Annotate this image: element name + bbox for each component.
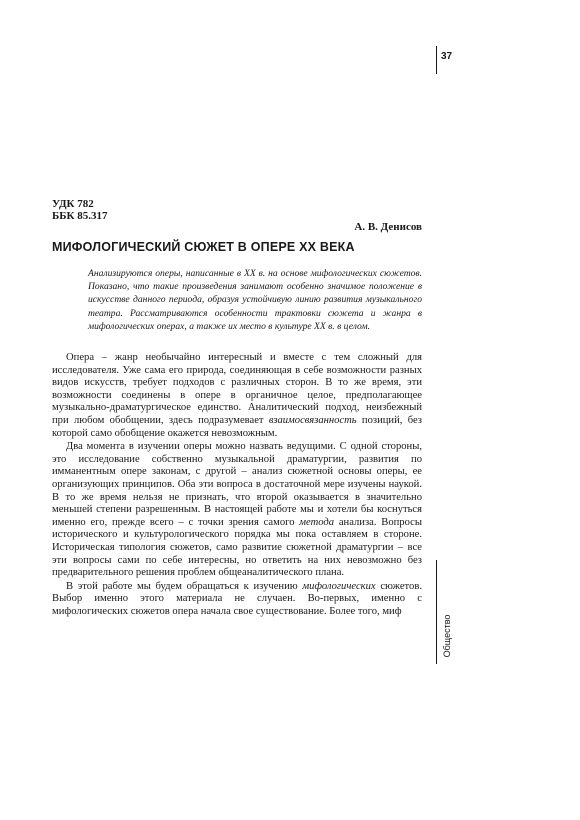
paragraph-text: сюжетов. Выбор именно этого материала не случаен. Во-первых, именно с мифологических сюжетов опера начала свое существование. Более того, миф	[52, 580, 422, 617]
paragraph-text: позиций, без которой само обобщение окажется невозможным.	[52, 414, 422, 439]
body-paragraph	[52, 352, 422, 440]
body-paragraph	[52, 441, 422, 580]
abstract: Анализируются оперы, написанные в XX в. на основе мифологических сюжетов. Показано, что такие произведения занимают особенно значимое положение в искусстве данного периода, образуя устойчивую линию развития музыкального театра. Рассматриваются особенности трактовки сюжета и жанра в мифологических операх, а также их место в культуре XX в. в целом.	[88, 268, 422, 332]
section-label: Общество	[442, 614, 452, 658]
body-paragraph	[52, 581, 422, 619]
emphasis-text: мифологических	[302, 580, 376, 592]
emphasis-text: взаимосвязанность	[268, 414, 357, 426]
emphasis-text: метода	[299, 516, 335, 528]
article-body	[52, 352, 422, 619]
article-title: МИФОЛОГИЧЕСКИЙ СЮЖЕТ В ОПЕРЕ XX ВЕКА	[52, 240, 355, 254]
paragraph-text: анализа. Вопросы исторического и культурологического порядка мы пока оставляем в стороне. Историческая типология сюжетов, само развитие сюжетной драматургии – все эти вопросы сами по себе интересны, но ответить на них невозможно без предварительного решения проблем общеаналитического плана.	[52, 516, 422, 579]
udc-code: УДК 782	[52, 198, 94, 210]
paragraph-text: Два момента в изучении оперы можно назвать ведущими. С одной стороны, это исследование собственно музыкальной драматургии, развития по имманентным опере законам, с другой – анализ сюжетной основы оперы, ее организующих принципов. Оба эти вопроса в достаточной мере изучены наукой. В то же время нельзя не признать, что второй оказывается в значительно меньшей степени разрешенным. В настоящей работе мы и хотели бы коснуться именно его, прежде всего – с точки зрения самого	[52, 441, 422, 528]
classification-block	[52, 198, 108, 222]
paragraph-text: Опера – жанр необычайно интересный и вместе с тем сложный для исследователя. Уже сама его природа, соединяющая в себе возможности разных видов искусств, требует подходов с различных сторон. В то же время, эти возможности соединены в опере в органичное целое, предполагающее музыкально-драматургическое единство. Аналитический подход, неизбежный при любом обобщении, здесь подразумевает	[52, 352, 422, 426]
author-name: А. В. Денисов	[354, 221, 422, 233]
header-rule	[436, 46, 437, 74]
paragraph-text: В этой работе мы будем обращаться к изучению	[66, 580, 303, 592]
bbk-code: ББК 85.317	[52, 210, 108, 222]
section-rule	[436, 560, 437, 664]
page-number: 37	[441, 51, 453, 62]
